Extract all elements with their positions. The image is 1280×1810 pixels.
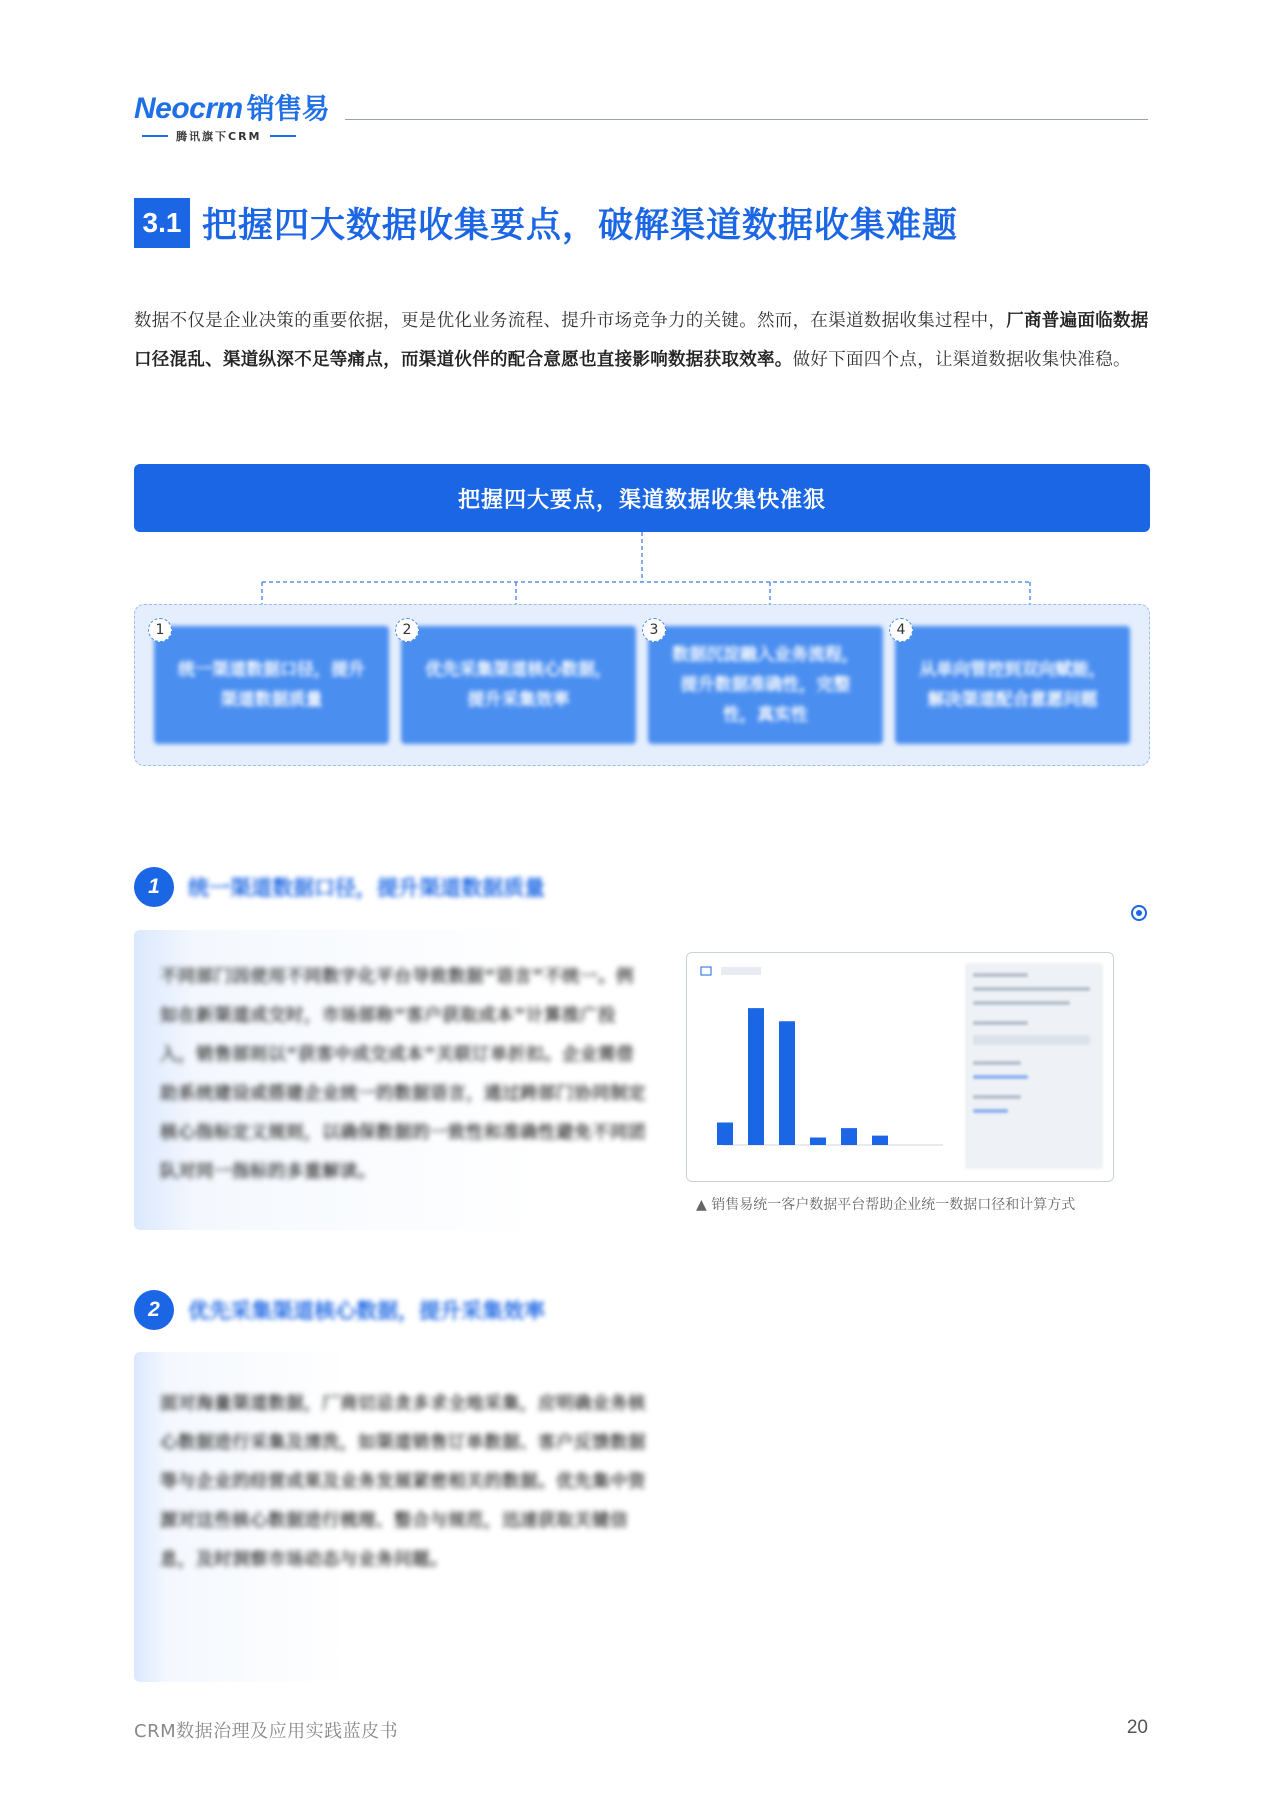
section-heading [134,198,958,248]
chart-bar [810,1138,826,1146]
subsection-1-number: 1 [134,867,174,907]
screenshot-caption: ▲ 销售易统一客户数据平台帮助企业统一数据口径和计算方式 [696,1197,1076,1213]
section-number: 3.1 [134,198,190,248]
card-number-2: 2 [395,618,419,642]
card-number-4: 4 [889,618,913,642]
section-title: 把握四大数据收集要点，破解渠道数据收集难题 [202,206,959,246]
screenshot-side-panel [965,963,1103,1169]
subsection-2-body: 面对海量渠道数据，厂商切忌贪多求全地采集，应明确业务核心数据进行采集及清洗，如渠道销售订单数据、客户反馈数据等与企业的经营成果及业务发展紧密相关的数据。优先集中资源对这些核心数据进行梳理、整合与规范，迅速获取关键信息，及时洞察市场动态与业务问题。 [160,1394,646,1570]
subsection-1-title: 统一渠道数据口径，提升渠道数据质量 [188,876,545,900]
chart-bar [841,1128,857,1145]
diagram-card-4: 从单向管控到双向赋能，解决渠道配合意愿问题 [895,626,1130,744]
diagram-banner: 把握四大要点，渠道数据收集快准狠 [134,464,1150,532]
chart-toolbar-icon [701,967,711,975]
diagram-card-3: 数据沉淀融入业务流程，提升数据准确性，完整性，真实性 [648,626,883,744]
logo-tagline: 腾讯旗下CRM [142,128,329,144]
intro-paragraph: 数据不仅是企业决策的重要依据，更是优化业务流程、提升市场竞争力的关键。然而，在渠道数据收集过程中，厂商普遍面临数据口径混乱、渠道纵深不足等痛点，而渠道伙伴的配合意愿也直接影响数据获取效率。做好下面四个点，让渠道数据收集快准稳。 [134,311,1149,370]
subsection-1-heading [134,867,545,907]
page-number: 20 [1126,1717,1148,1738]
footer-title: CRM数据治理及应用实践蓝皮书 [134,1721,399,1742]
header-divider [345,119,1148,120]
subsection-2-heading [134,1290,545,1330]
chart-filter-field [721,967,761,975]
diagram-card-1: 统一渠道数据口径，提升渠道数据质量 [154,626,389,744]
subsection-2-title: 优先采集渠道核心数据，提升采集效率 [188,1299,545,1323]
target-icon [1131,905,1147,921]
card-number-3: 3 [642,618,666,642]
chart-bar [779,1021,795,1145]
subsection-2-number: 2 [134,1290,174,1330]
card-number-1: 1 [148,618,172,642]
chart-bar [872,1136,888,1145]
chart-bar [717,1123,733,1146]
chart-bar [748,1008,764,1145]
brand-logo [134,92,329,144]
platform-screenshot [686,952,1114,1182]
logo-wordmark: Neocrm 销售易 [134,92,330,125]
subsection-1-body: 不同部门因使用不同数字化平台导致数据“语言”不统一。例如在新渠道成交时，市场部称“客户获取成本”计算推广投入，销售部则以“获客中成交成本”关联订单折扣。企业需借助系统建设或搭建企业统一的数据语言，通过跨部门协同制定核心指标定义规则，以确保数据的一致性和准确性避免不同团队对同一指标的多重解读。 [160,967,646,1182]
diagram-card-2: 优先采集渠道核心数据，提升采集效率 [401,626,636,744]
bar-chart [693,959,963,1179]
